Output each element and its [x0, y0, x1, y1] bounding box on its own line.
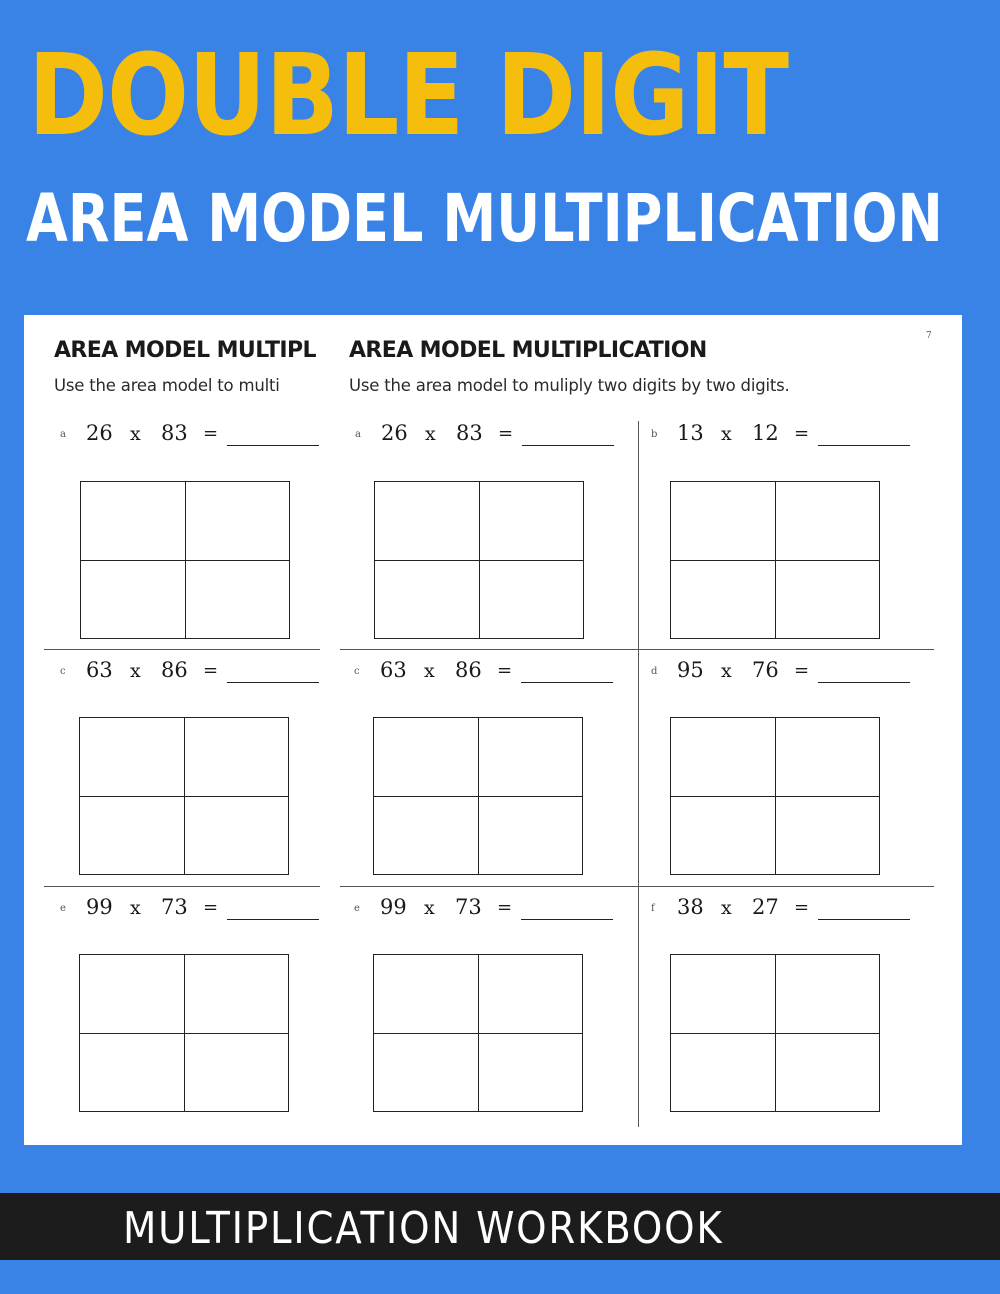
problem-letter: b — [651, 429, 658, 440]
factor-1: 26 — [381, 421, 408, 445]
area-model-grid — [374, 481, 584, 639]
back-page — [24, 315, 321, 1145]
area-model-grid — [373, 954, 583, 1112]
times-sign: x — [721, 660, 732, 682]
answer-blank — [818, 682, 910, 683]
factor-2: 86 — [455, 658, 482, 682]
problem-letter: f — [651, 903, 655, 914]
column-divider — [638, 421, 639, 1127]
problem-letter: d — [651, 666, 658, 677]
equals-sign: = — [203, 423, 219, 444]
answer-blank — [227, 682, 319, 683]
worksheet-heading: AREA MODEL MULTIPLICATION — [349, 338, 707, 363]
answer-blank — [522, 445, 614, 446]
area-model-grid — [373, 717, 583, 875]
problem-letter: e — [354, 903, 360, 914]
factor-2: 86 — [161, 658, 188, 682]
problem-letter: a — [60, 429, 66, 440]
equals-sign: = — [497, 660, 513, 681]
cover-title: DOUBLE DIGIT — [28, 31, 789, 161]
factor-2: 27 — [752, 895, 779, 919]
worksheet-instruction: Use the area model to muliply two digits by two digits. — [349, 376, 790, 395]
row-divider — [340, 886, 934, 887]
times-sign: x — [424, 660, 435, 682]
times-sign: x — [721, 423, 732, 445]
row-divider — [44, 886, 320, 887]
times-sign: x — [130, 660, 141, 682]
equals-sign: = — [203, 897, 219, 918]
factor-1: 99 — [380, 895, 407, 919]
area-model-grid — [79, 954, 289, 1112]
factor-1: 38 — [677, 895, 704, 919]
row-divider — [340, 649, 934, 650]
factor-2: 76 — [752, 658, 779, 682]
factor-1: 63 — [380, 658, 407, 682]
equals-sign: = — [203, 660, 219, 681]
equals-sign: = — [497, 897, 513, 918]
factor-1: 63 — [86, 658, 113, 682]
equals-sign: = — [794, 423, 810, 444]
factor-1: 13 — [677, 421, 704, 445]
back-page-instruction: Use the area model to multi — [54, 376, 280, 395]
footer-bar — [0, 1193, 1000, 1260]
times-sign: x — [130, 897, 141, 919]
answer-blank — [818, 445, 910, 446]
factor-1: 95 — [677, 658, 704, 682]
factor-1: 26 — [86, 421, 113, 445]
problem-letter: a — [355, 429, 361, 440]
answer-blank — [521, 919, 613, 920]
equals-sign: = — [794, 897, 810, 918]
problem-letter: c — [354, 666, 360, 677]
factor-2: 12 — [752, 421, 779, 445]
answer-blank — [521, 682, 613, 683]
footer-title: MULTIPLICATION WORKBOOK — [123, 1203, 724, 1254]
times-sign: x — [721, 897, 732, 919]
problem-letter: e — [60, 903, 66, 914]
cover-subtitle: AREA MODEL MULTIPLICATION — [26, 180, 943, 257]
answer-blank — [818, 919, 910, 920]
times-sign: x — [424, 897, 435, 919]
equals-sign: = — [794, 660, 810, 681]
area-model-grid — [80, 481, 290, 639]
answer-blank — [227, 919, 319, 920]
factor-2: 73 — [455, 895, 482, 919]
row-divider — [44, 649, 320, 650]
problem-letter: c — [60, 666, 66, 677]
factor-1: 99 — [86, 895, 113, 919]
page-number: 7 — [926, 331, 932, 341]
worksheet-preview — [24, 315, 962, 1145]
back-page-heading: AREA MODEL MULTIPL — [54, 338, 316, 363]
area-model-grid — [670, 717, 880, 875]
factor-2: 83 — [161, 421, 188, 445]
factor-2: 73 — [161, 895, 188, 919]
factor-2: 83 — [456, 421, 483, 445]
times-sign: x — [425, 423, 436, 445]
times-sign: x — [130, 423, 141, 445]
equals-sign: = — [498, 423, 514, 444]
area-model-grid — [670, 481, 880, 639]
area-model-grid — [79, 717, 289, 875]
answer-blank — [227, 445, 319, 446]
area-model-grid — [670, 954, 880, 1112]
